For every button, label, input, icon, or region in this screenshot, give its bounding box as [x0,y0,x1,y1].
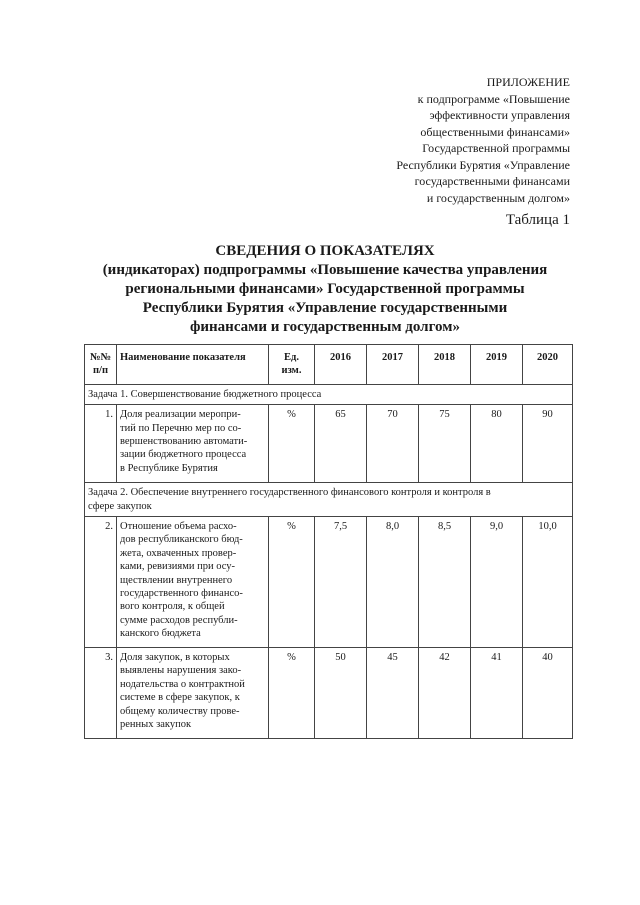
header-year: 2020 [523,345,573,385]
appendix-line: эффективности управления [429,108,570,122]
title-line: (индикаторах) подпрограммы «Повышение качества управления [102,262,548,278]
row-name-line: ренных закупок [120,719,192,731]
row-value: 65 [315,405,367,483]
appendix-line: общественными финансами» [420,124,570,139]
appendix-line: ПРИЛОЖЕНИЕ [486,75,570,89]
title-line: финансами и государственным долгом» [190,319,460,335]
row-name [117,648,269,739]
row-name-line: Доля закупок, в которых [120,652,230,664]
row-value: 45 [367,648,419,739]
task-title [85,483,573,517]
appendix-line: Государственной программы [422,141,570,155]
indicators-table [84,344,573,739]
header-unit-line: Ед. [284,352,299,363]
header-num [85,345,117,385]
row-value: 42 [419,648,471,739]
row-num: 2. [85,517,117,648]
row-name-line: сумме расходов республи- [120,614,238,626]
title-line: СВЕДЕНИЯ О ПОКАЗАТЕЛЯХ [215,243,435,259]
row-value: 80 [471,405,523,483]
task-title-line: сфере закупок [88,500,152,512]
row-name-line: нодательства о контрактной [120,678,245,690]
appendix-line: и государственным долгом» [426,190,570,205]
row-name-line: государственного финансо- [120,588,243,600]
header-year: 2016 [315,345,367,385]
header-year: 2018 [419,345,471,385]
row-name-line: общему количеству прове- [120,705,240,717]
appendix-block [310,74,570,206]
header-year: 2017 [367,345,419,385]
row-name [117,405,269,483]
row-value: 8,5 [419,517,471,648]
row-name-line: выявлены нарушения зако- [120,665,242,677]
header-row [85,345,573,385]
row-value: 7,5 [315,517,367,648]
header-unit [269,345,315,385]
task-row [85,483,573,517]
table-row [85,517,573,648]
row-name-line: Отношение объема расхо- [120,521,237,533]
header-name: Наименование показателя [117,345,269,385]
row-value: 8,0 [367,517,419,648]
row-value: 40 [523,648,573,739]
row-value: 10,0 [523,517,573,648]
row-value: 50 [315,648,367,739]
row-name-line: ществлении внутреннего [120,574,233,586]
table-label: Таблица 1 [505,212,570,228]
row-num: 3. [85,648,117,739]
row-name-line: вершенствованию автомати- [120,436,248,448]
task-row [85,384,573,404]
row-name-line: вого контроля, к общей [120,601,225,613]
row-name-line: дов республиканского бюд- [120,534,243,546]
row-unit: % [269,648,315,739]
row-unit: % [269,405,315,483]
row-value: 70 [367,405,419,483]
row-unit: % [269,517,315,648]
task-title-line: Задача 2. Обеспечение внутреннего государственного финансового контроля и контроля в [88,487,491,499]
row-name-line: зации бюджетного процесса [120,449,247,461]
row-name-line: тий по Перечню мер по со- [120,422,242,434]
row-name-line: Доля реализации меропри- [120,409,241,421]
row-value: 90 [523,405,573,483]
row-value: 41 [471,648,523,739]
title-line: региональными финансами» Государственной программы [125,281,525,297]
header-num-line: п/п [92,365,109,377]
row-name-line: канского бюджета [120,628,201,640]
table-row [85,648,573,739]
row-num: 1. [85,405,117,483]
table-row [85,405,573,483]
header-year: 2019 [471,345,523,385]
appendix-line: государственными финансами [414,174,570,188]
appendix-line: к подпрограмме «Повышение [417,91,570,106]
row-name-line: ками, ревизиями при осу- [120,561,235,573]
title-line: Республики Бурятия «Управление государственными [142,300,508,316]
task-title: Задача 1. Совершенствование бюджетного процесса [85,384,573,404]
appendix-line: Республики Бурятия «Управление [396,157,570,172]
header-num-line: №№ [89,352,112,363]
row-value: 9,0 [471,517,523,648]
row-name-line: в Республике Бурятия [120,462,218,474]
row-name-line: системе в сфере закупок, к [120,692,240,704]
row-name [117,517,269,648]
document-title [70,242,580,337]
header-unit-line: изм. [281,365,302,377]
row-value: 75 [419,405,471,483]
row-name-line: жета, охваченных провер- [120,547,237,559]
